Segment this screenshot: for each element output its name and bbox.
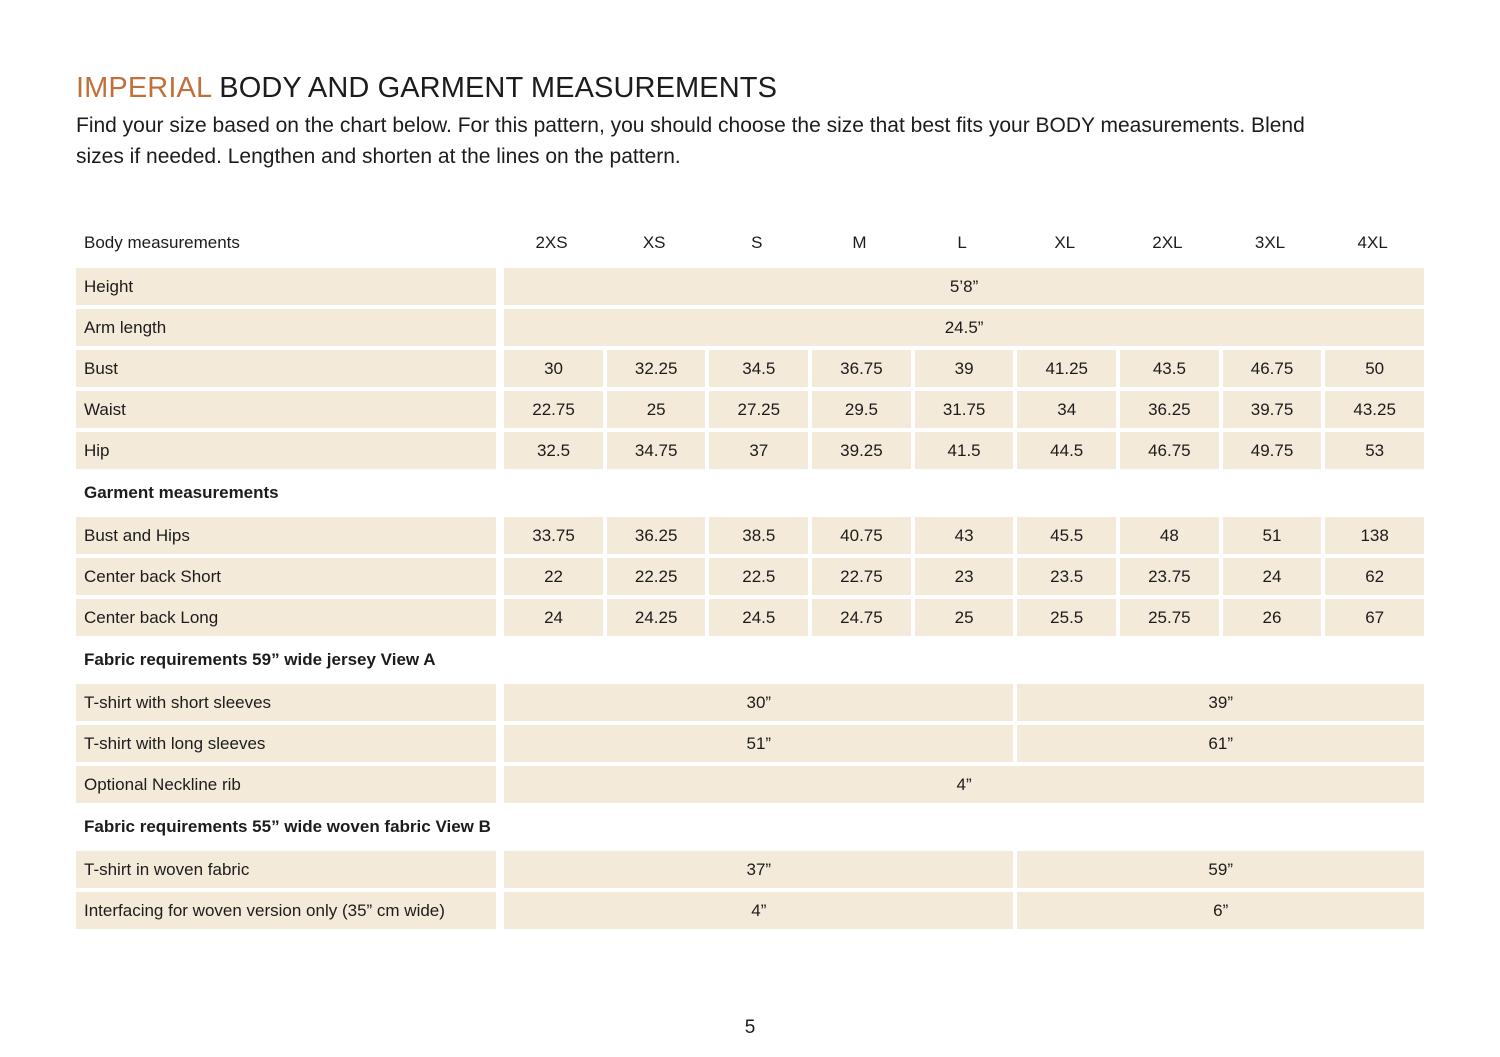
- value-cell: 38.5: [705, 517, 808, 554]
- value-cell-left: 4”: [500, 892, 1013, 929]
- value-cell-span: 4”: [500, 766, 1424, 803]
- value-cell: 51: [1219, 517, 1322, 554]
- section-fabric-view-b: [76, 807, 1424, 847]
- table-row: [76, 558, 1424, 595]
- table-row: [76, 599, 1424, 636]
- value-cell: 27.25: [705, 391, 808, 428]
- value-cell: 24.75: [808, 599, 911, 636]
- value-cell: 37: [705, 432, 808, 469]
- value-cell: 24: [500, 599, 603, 636]
- row-label: T-shirt in woven fabric: [76, 851, 500, 888]
- value-cell: 23.5: [1013, 558, 1116, 595]
- value-cell: 50: [1321, 350, 1424, 387]
- value-cell: 36.75: [808, 350, 911, 387]
- value-cell: 36.25: [603, 517, 706, 554]
- value-cell: 40.75: [808, 517, 911, 554]
- row-label: Bust: [76, 350, 500, 387]
- section-garment-measurements: [76, 473, 1424, 513]
- row-label: T-shirt with short sleeves: [76, 684, 500, 721]
- row-label: Interfacing for woven version only (35” cm wide): [76, 892, 500, 929]
- value-cell: 39.25: [808, 432, 911, 469]
- value-cell: 26: [1219, 599, 1322, 636]
- section-fabric-view-a: [76, 640, 1424, 680]
- value-cell: 25.5: [1013, 599, 1116, 636]
- size-header-xl: XL: [1054, 233, 1076, 253]
- value-cell-left: 37”: [500, 851, 1013, 888]
- table-row: [76, 391, 1424, 428]
- value-cell: 48: [1116, 517, 1219, 554]
- value-cell: 25: [603, 391, 706, 428]
- table-row: [76, 309, 1424, 346]
- value-cell: 29.5: [808, 391, 911, 428]
- table-row: [76, 892, 1424, 929]
- value-cell: 36.25: [1116, 391, 1219, 428]
- row-label: Optional Neckline rib: [76, 766, 500, 803]
- row-label: Arm length: [76, 309, 500, 346]
- value-cell: 41.25: [1013, 350, 1116, 387]
- measurement-chart: [76, 218, 1424, 933]
- value-cell-left: 30”: [500, 684, 1013, 721]
- value-cell-span: 5’8”: [500, 268, 1424, 305]
- intro-paragraph: Find your size based on the chart below. For this pattern, you should choose the size that best fits your BODY measurements. Blend sizes if needed. Lengthen and shorten at the lines on the pattern.: [76, 114, 1305, 168]
- value-cell: 43.5: [1116, 350, 1219, 387]
- value-cell: 44.5: [1013, 432, 1116, 469]
- row-label: T-shirt with long sleeves: [76, 725, 500, 762]
- value-cell: 33.75: [500, 517, 603, 554]
- size-header-l: L: [957, 233, 967, 253]
- value-cell: 138: [1321, 517, 1424, 554]
- size-header-2xl: 2XL: [1152, 233, 1183, 253]
- value-cell: 25.75: [1116, 599, 1219, 636]
- value-cell: 22: [500, 558, 603, 595]
- row-label: Center back Long: [76, 599, 500, 636]
- value-cell: 24: [1219, 558, 1322, 595]
- chart-header-row: [76, 222, 1424, 264]
- table-row: [76, 684, 1424, 721]
- size-header-s: S: [751, 233, 763, 253]
- row-label: Waist: [76, 391, 500, 428]
- value-cell-left: 51”: [500, 725, 1013, 762]
- value-cell: 32.5: [500, 432, 603, 469]
- value-cell-right: 6”: [1013, 892, 1424, 929]
- value-cell: 34.5: [705, 350, 808, 387]
- size-header-3xl: 3XL: [1254, 233, 1286, 253]
- value-cell: 45.5: [1013, 517, 1116, 554]
- page-title-accent: IMPERIAL: [76, 72, 212, 104]
- row-label: Height: [76, 268, 500, 305]
- value-cell: 34.75: [603, 432, 706, 469]
- row-label: Hip: [76, 432, 500, 469]
- section-label: Fabric requirements 55” wide woven fabric View B: [84, 817, 491, 837]
- value-cell-right: 61”: [1013, 725, 1424, 762]
- section-label: Fabric requirements 59” wide jersey View A: [84, 650, 436, 670]
- table-row: [76, 517, 1424, 554]
- table-row: [76, 432, 1424, 469]
- value-cell: 39: [911, 350, 1014, 387]
- value-cell: 24.5: [705, 599, 808, 636]
- table-row: [76, 766, 1424, 803]
- value-cell: 49.75: [1219, 432, 1322, 469]
- value-cell: 22.75: [500, 391, 603, 428]
- value-cell-right: 39”: [1013, 684, 1424, 721]
- table-row: [76, 851, 1424, 888]
- value-cell: 53: [1321, 432, 1424, 469]
- row-label: Center back Short: [76, 558, 500, 595]
- value-cell: 41.5: [911, 432, 1014, 469]
- chart-body: [76, 222, 1424, 929]
- value-cell: 43.25: [1321, 391, 1424, 428]
- value-cell: 22.75: [808, 558, 911, 595]
- page-number: 5: [744, 1017, 756, 1038]
- value-cell: 46.75: [1116, 432, 1219, 469]
- value-cell-span: 24.5”: [500, 309, 1424, 346]
- value-cell: 24.25: [603, 599, 706, 636]
- value-cell: 23: [911, 558, 1014, 595]
- size-header-2xs: 2XS: [535, 233, 568, 253]
- value-cell-right: 59”: [1013, 851, 1424, 888]
- value-cell: 43: [911, 517, 1014, 554]
- value-cell: 22.25: [603, 558, 706, 595]
- value-cell: 22.5: [705, 558, 808, 595]
- page-title-rest: BODY AND GARMENT MEASUREMENTS: [211, 72, 778, 104]
- size-header-xs: XS: [642, 233, 666, 253]
- value-cell: 67: [1321, 599, 1424, 636]
- value-cell: 46.75: [1219, 350, 1322, 387]
- table-row: [76, 268, 1424, 305]
- value-cell: 39.75: [1219, 391, 1322, 428]
- header-row-label: Body measurements: [84, 233, 240, 253]
- table-row: [76, 350, 1424, 387]
- value-cell: 62: [1321, 558, 1424, 595]
- section-label: Garment measurements: [84, 483, 279, 503]
- size-header-4xl: 4XL: [1357, 233, 1388, 253]
- size-header-m: M: [852, 233, 867, 253]
- value-cell: 30: [500, 350, 603, 387]
- value-cell: 34: [1013, 391, 1116, 428]
- table-row: [76, 725, 1424, 762]
- page-title: [76, 72, 1424, 105]
- value-cell: 23.75: [1116, 558, 1219, 595]
- value-cell: 31.75: [911, 391, 1014, 428]
- value-cell: 25: [911, 599, 1014, 636]
- value-cell: 32.25: [603, 350, 706, 387]
- row-label: Bust and Hips: [76, 517, 500, 554]
